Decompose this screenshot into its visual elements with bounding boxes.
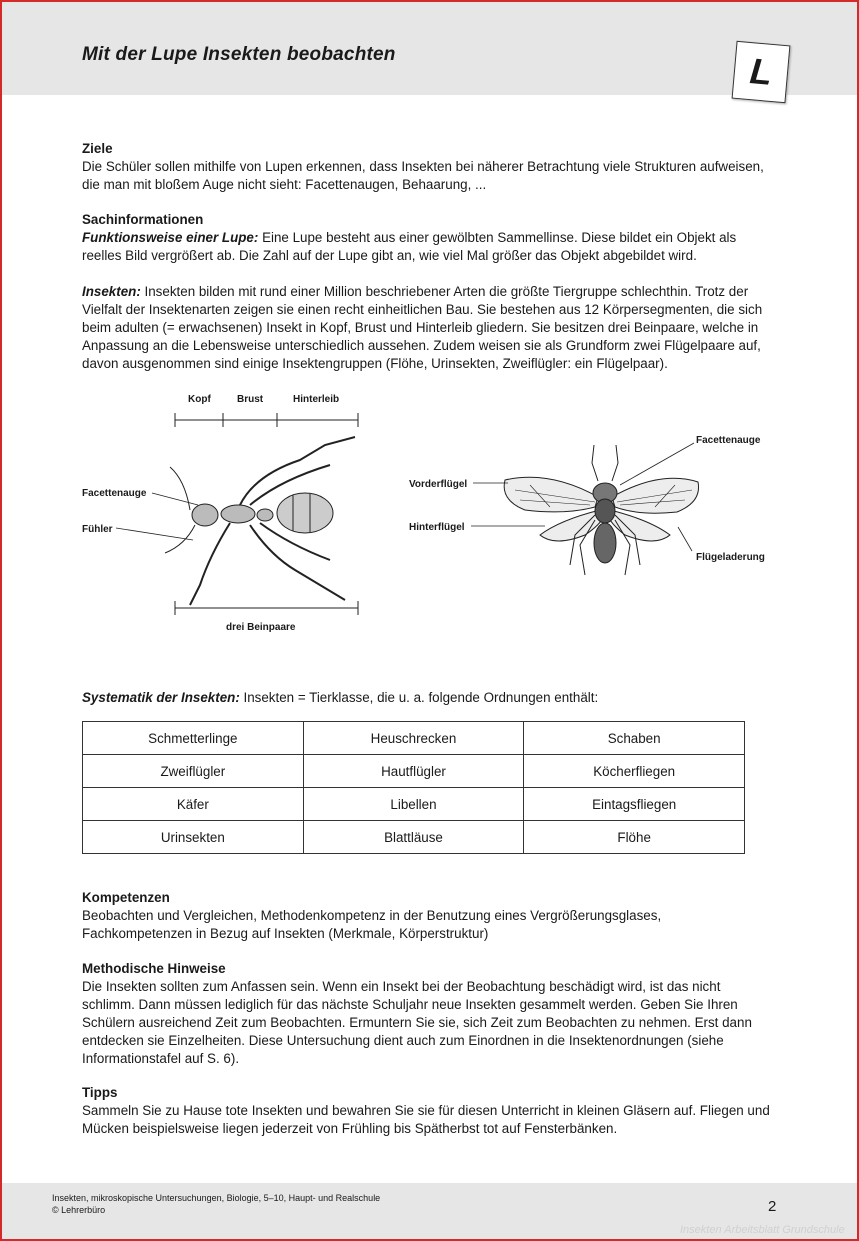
table-row	[83, 755, 745, 788]
tipps-text: Sammeln Sie zu Hause tote Insekten und bewahren Sie sie für diesen Unterricht in kleinen Gläsern auf. Fliegen und Mücken beispielsweise liegen jederzeit von Frühling bis Spätherbst tot auf Fensterbänken.	[82, 1103, 770, 1136]
insekten-paragraph	[82, 283, 772, 373]
sachinformationen-heading: Sachinformationen	[82, 212, 204, 227]
table-cell: Hautflügler	[303, 755, 524, 788]
footer-text	[52, 1192, 380, 1216]
table-cell: Urinsekten	[83, 821, 304, 854]
orders-table	[82, 721, 745, 854]
systematik-line	[82, 689, 772, 707]
table-cell: Schaben	[524, 722, 745, 755]
ziele-text: Die Schüler sollen mithilfe von Lupen erkennen, dass Insekten bei näherer Betrachtung viele Strukturen aufweisen, die man mit bloßem Auge nicht sieht: Facettenaugen, Behaarung, ...	[82, 159, 764, 192]
ziele-section	[82, 140, 772, 194]
lupe-text: Eine Lupe besteht aus einer gewölbten Sammellinse. Diese bildet ein Objekt als reelles Bild vergrößert ab. Die Zahl auf der Lupe gibt an, wie viel Mal größer das Objekt abgebildet wird.	[82, 230, 737, 263]
label-beinpaare: drei Beinpaare	[226, 622, 296, 633]
fly-illustration	[504, 445, 698, 575]
systematik-label: Systematik der Insekten:	[82, 690, 240, 705]
insekten-label: Insekten:	[82, 284, 141, 299]
methodische-section	[82, 960, 772, 1068]
table-cell: Blattläuse	[303, 821, 524, 854]
table-cell: Schmetterlinge	[83, 722, 304, 755]
methodische-text: Die Insekten sollten zum Anfassen sein. Wenn ein Insekt bei der Beobachtung beschädigt wird, ist das nicht schlimm. Dann müssen lediglich für das nächste Schuljahr neue Insekten gesammelt werden. Geben Sie Ihren Schülern ausreichend Zeit zum Beobachten. Ermuntern Sie sie, sich Zeit zum Beobachten zu nehmen. Erst dann entdecken sie Einzelheiten. Diese Untersuchung dient auch zum Einordnen in die Insektenordnungen (siehe Informationstafel auf S. 6).	[82, 979, 752, 1066]
systematik-text: Insekten = Tierklasse, die u. a. folgende Ordnungen enthält:	[239, 690, 599, 705]
table-row	[83, 821, 745, 854]
label-brust: Brust	[237, 394, 264, 405]
label-hinterleib: Hinterleib	[293, 394, 340, 405]
kompetenzen-text: Beobachten und Vergleichen, Methodenkompetenz in der Benutzung eines Vergrößerungsglases, Fachkompetenzen in Bezug auf Insekten (Merkmale, Körperstruktur)	[82, 908, 662, 941]
label-fluegeladerung: Flügeladerung	[696, 552, 765, 563]
insect-diagram	[80, 385, 780, 645]
watermark-text: Insekten Arbeitsblatt Grundschule	[680, 1224, 845, 1236]
table-cell: Heuschrecken	[303, 722, 524, 755]
footer-line-2: © Lehrerbüro	[52, 1205, 106, 1215]
ant-illustration	[165, 437, 355, 605]
table-cell: Köcherfliegen	[524, 755, 745, 788]
ziele-heading: Ziele	[82, 141, 113, 156]
methodische-heading: Methodische Hinweise	[82, 961, 226, 976]
kompetenzen-section	[82, 889, 772, 943]
lupe-paragraph	[82, 229, 772, 265]
tipps-section	[82, 1084, 772, 1138]
label-kopf: Kopf	[188, 394, 211, 405]
table-cell: Zweiflügler	[83, 755, 304, 788]
table-cell: Käfer	[83, 788, 304, 821]
table-cell: Flöhe	[524, 821, 745, 854]
label-ant-facettenauge: Facettenauge	[82, 488, 147, 499]
kompetenzen-heading: Kompetenzen	[82, 890, 170, 905]
table-row	[83, 788, 745, 821]
insekten-text: Insekten bilden mit rund einer Million beschriebener Arten die größte Tiergruppe schlechthin. Trotz der Vielfalt der Insektenarten zeigen sie einen recht einheitlichen Bau. Sie bestehen aus 12 Körpersegmenten, die sich beim adulten (= erwachsenen) Insekt in Kopf, Brust und Hinterleib gliedern. Sie besitzen drei Beinpaare, welche in Anpassung an die Lebensweise unterschiedlich aussehen. Zudem weisen sie als Grundform zwei Flügelpaare auf, davon ausgenommen sind einige Insektengruppen (Flöhe, Urinsekten, Zweiflügler: ein Flügelpaar).	[82, 284, 763, 371]
tipps-heading: Tipps	[82, 1085, 118, 1100]
page-title: Mit der Lupe Insekten beobachten	[82, 44, 396, 65]
table-row	[83, 722, 745, 755]
lupe-label: Funktionsweise einer Lupe:	[82, 230, 259, 245]
solution-badge: L	[732, 41, 791, 103]
page-number: 2	[768, 1198, 777, 1215]
sachinformationen-section	[82, 211, 772, 373]
label-vorderfluegel: Vorderflügel	[409, 479, 468, 490]
label-fuehler: Fühler	[82, 524, 113, 535]
label-hinterfluegel: Hinterflügel	[409, 522, 465, 533]
body-segment-scale	[175, 413, 358, 427]
label-fly-facettenauge: Facettenauge	[696, 435, 761, 446]
table-cell: Eintagsfliegen	[524, 788, 745, 821]
table-cell: Libellen	[303, 788, 524, 821]
footer-line-1: Insekten, mikroskopische Untersuchungen, Biologie, 5–10, Haupt- und Realschule	[52, 1193, 381, 1203]
